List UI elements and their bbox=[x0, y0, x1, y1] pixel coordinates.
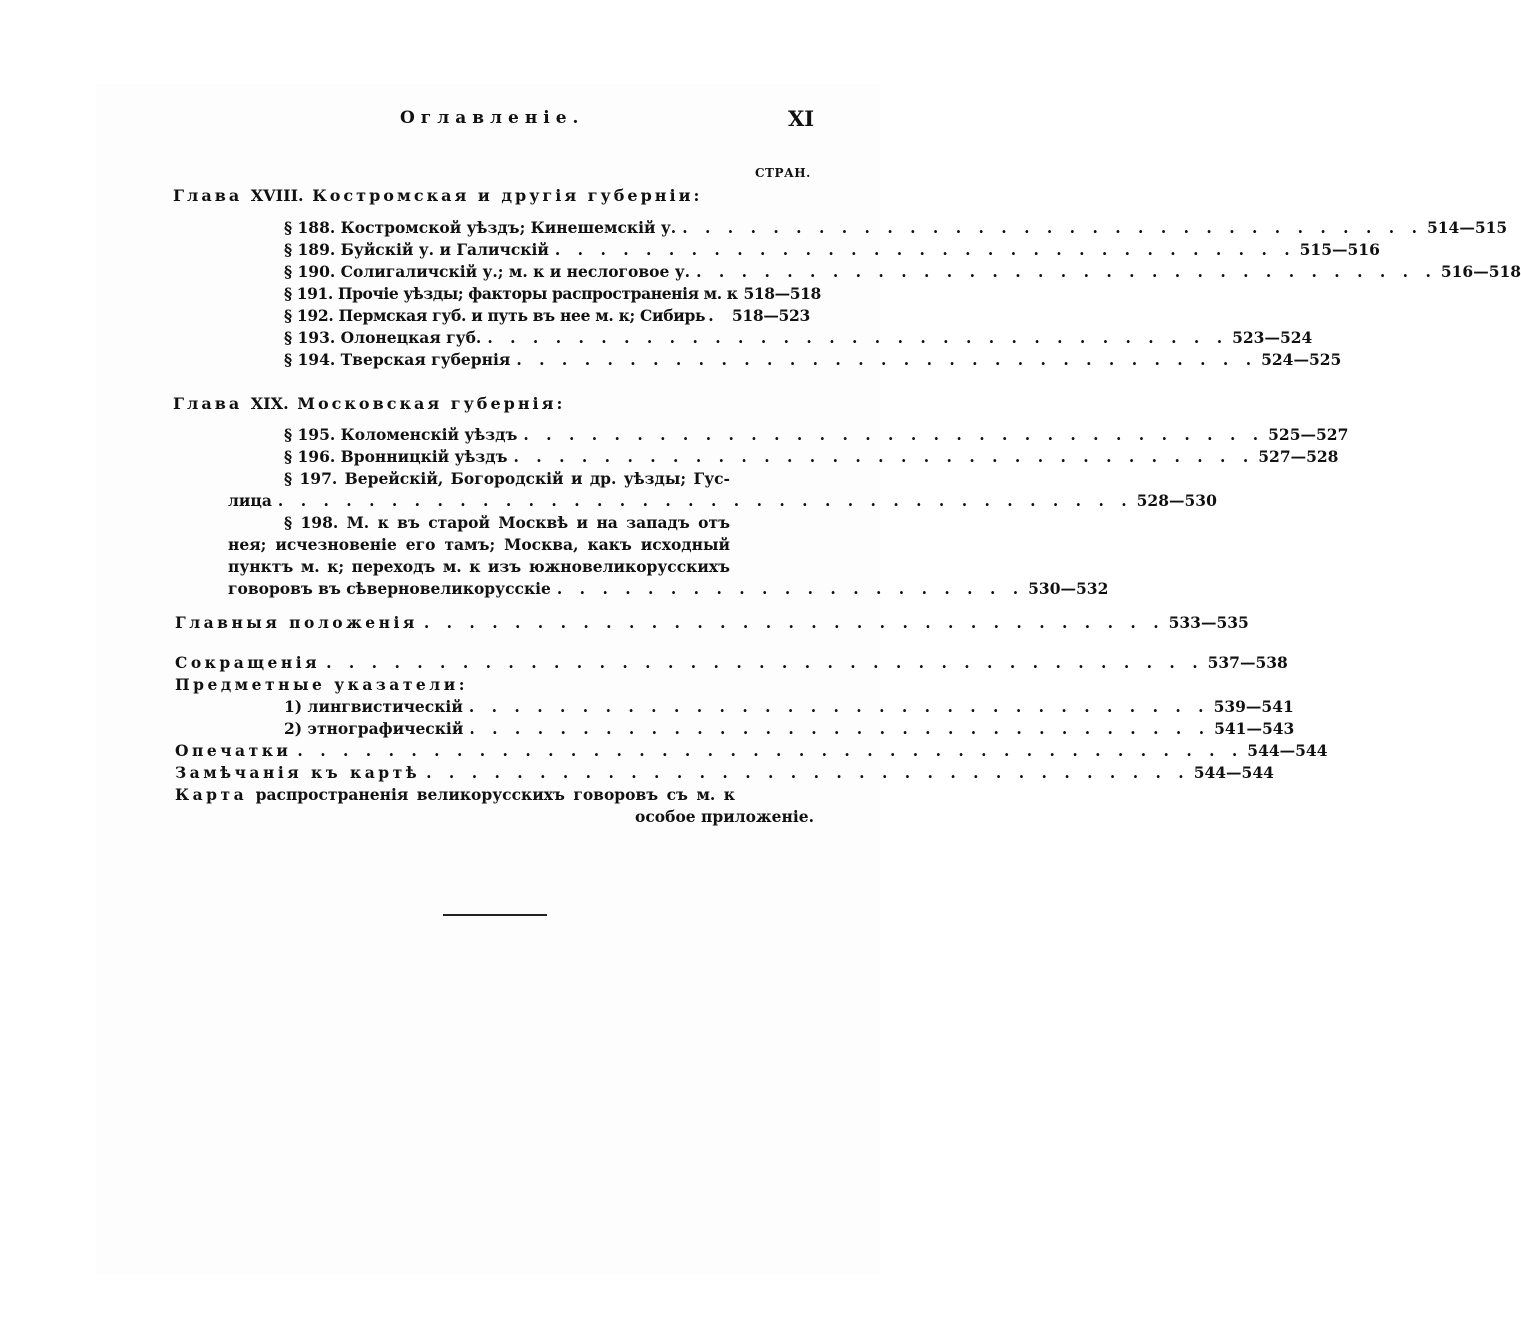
toc-entry[interactable] bbox=[284, 696, 1294, 718]
dot-leader: . . . . . . . . . . . . . . . . . . . . . . . . . . . . . . . . . bbox=[469, 719, 1211, 738]
toc-entry-pages: 518—518 bbox=[743, 284, 821, 303]
toc-map-notes[interactable] bbox=[175, 762, 1274, 784]
toc-entry-label: лица bbox=[228, 491, 272, 510]
toc-entry-label: Главныя положенiя bbox=[175, 613, 418, 632]
chapter-18-title bbox=[173, 186, 702, 205]
toc-entry-198-line3: пунктъ м. к; переходъ м. к изъ южновеликорусскихъ bbox=[228, 557, 730, 576]
chapter-19-title bbox=[173, 394, 565, 413]
toc-abbreviations[interactable] bbox=[175, 652, 1288, 674]
chapter-19-name: Московская губернiя: bbox=[297, 394, 566, 413]
toc-entry-label: 2) этнографическiй bbox=[284, 719, 464, 738]
toc-entry-198-line4[interactable] bbox=[228, 578, 1109, 600]
toc-entry-pages: 544—544 bbox=[1193, 763, 1274, 782]
toc-entry-label: § 190. Солигаличскiй у.; м. к и неслоговое у. bbox=[284, 262, 691, 281]
toc-map-line1[interactable] bbox=[175, 784, 735, 806]
dot-leader: . . . . . . . . . . . . . . . . . . . . . . . . . . . . . . . . . bbox=[513, 447, 1255, 466]
dot-leader: . . . . . . . . . . . . . . . . . . . . . . . . . . . . . . . . . bbox=[523, 425, 1265, 444]
toc-entry-label: § 193. Олонецкая губ. bbox=[284, 328, 482, 347]
toc-entry-label: § 188. Костромской уѣздъ; Кинешемскiй у. bbox=[284, 218, 677, 237]
dot-leader: . . . . . . . . . . . . . . . . . . . . . . . . . . . . . . . . . bbox=[682, 218, 1423, 237]
toc-entry-label: § 191. Прочiе уѣзды; факторы распространенiя м. к bbox=[284, 284, 738, 303]
toc-map-title: распространенiя великорусскихъ говоровъ съ м. к bbox=[255, 785, 735, 804]
toc-entry-pages: 537—538 bbox=[1207, 653, 1288, 672]
toc-entry-pages: 528—530 bbox=[1136, 491, 1217, 510]
dot-leader: . . . . . . . . . . . . . . . . . . . . . . . . . . . . . . . . . bbox=[696, 262, 1437, 281]
toc-entry[interactable] bbox=[284, 217, 1508, 239]
toc-errata[interactable] bbox=[175, 740, 1328, 762]
toc-entry[interactable] bbox=[284, 349, 1342, 371]
toc-entry-label: § 196. Вронницкiй уѣздъ bbox=[284, 447, 508, 466]
toc-entry-pages: 527—528 bbox=[1258, 447, 1339, 466]
toc-entry-label: § 195. Коломенскiй уѣздъ bbox=[284, 425, 518, 444]
dot-leader: . . . . . . . . . . . . . . . . . . . . . . . . . . . . . . . . . . . . . . bbox=[277, 491, 1133, 510]
dot-leader: . . . . . . . . . . . . . . . . . . . . . . . . . . . . . . . . . bbox=[468, 697, 1210, 716]
chapter-18-name: Костромская и другiя губернiи: bbox=[312, 186, 703, 205]
toc-entry-pages: 514—515 bbox=[1426, 218, 1508, 237]
toc-entry[interactable] bbox=[284, 424, 1349, 446]
dot-leader: . . . . . . . . . . . . . . . . . . . . . . . . . . . . . . . . . . . . . . . bbox=[326, 653, 1204, 672]
toc-entry-198-line1[interactable]: § 198. М. к въ старой Москвѣ и на западъ отъ bbox=[284, 513, 730, 532]
dot-leader: . . . . . . . . . . . . . . . . . . . . . . . . . . . . . . . . . . . . . . . . . . bbox=[297, 741, 1244, 760]
running-title: Оглавленiе. bbox=[400, 108, 585, 128]
toc-main-points[interactable] bbox=[175, 612, 1249, 634]
toc-map-prefix: Карта bbox=[175, 785, 248, 804]
toc-entry-label: § 194. Тверская губернiя bbox=[284, 350, 511, 369]
toc-entry[interactable] bbox=[284, 305, 810, 327]
toc-entry-pages: 524—525 bbox=[1261, 350, 1342, 369]
dot-leader: . . . . . . . . . . . . . . . . . . . . . . . . . . . . . . . . . bbox=[423, 613, 1165, 632]
toc-indexes-title: Предметные указатели: bbox=[175, 675, 468, 694]
toc-map-line2: особое приложенiе. bbox=[635, 807, 814, 826]
dot-leader: . bbox=[708, 306, 720, 325]
chapter-18-prefix: Глава bbox=[173, 186, 243, 205]
toc-entry[interactable] bbox=[284, 446, 1339, 468]
toc-entry-pages: 515—516 bbox=[1299, 240, 1380, 259]
toc-entry[interactable] bbox=[284, 261, 1521, 283]
chapter-19-prefix: Глава bbox=[173, 394, 243, 413]
pages-column-label: СТРАН. bbox=[755, 166, 811, 180]
toc-entry-pages: 518—523 bbox=[731, 306, 810, 325]
toc-entry-label: § 192. Пермская губ. и путь въ нее м. к; Сибирь bbox=[284, 306, 706, 325]
dot-leader: . . . . . . . . . . . . . . . . . . . . . . . . . . . . . . . . . bbox=[516, 350, 1258, 369]
toc-entry-pages: 533—535 bbox=[1168, 613, 1249, 632]
toc-entry[interactable] bbox=[284, 239, 1380, 261]
chapter-19-number: XIX. bbox=[250, 394, 289, 413]
toc-entry-198-line2: нея; исчезновенiе его тамъ; Москва, какъ исходный bbox=[228, 535, 730, 554]
page-number: XI bbox=[788, 106, 815, 131]
toc-entry-label: Сокращенiя bbox=[175, 653, 321, 672]
dot-leader: . . . . . . . . . . . . . . . . . . . . . . . . . . . . . . . . . . bbox=[426, 763, 1190, 782]
toc-entry-197-line2[interactable] bbox=[228, 490, 1217, 512]
dot-leader: . . . . . . . . . . . . . . . . . . . . . . . . . . . . . . . . . bbox=[554, 240, 1296, 259]
toc-entry[interactable] bbox=[284, 718, 1295, 740]
closing-rule bbox=[443, 914, 547, 916]
toc-entry-pages: 541—543 bbox=[1214, 719, 1295, 738]
chapter-18-number: XVIII. bbox=[250, 186, 304, 205]
dot-leader: . . . . . . . . . . . . . . . . . . . . . bbox=[556, 579, 1025, 598]
toc-entry-label: § 189. Буйскiй у. и Галичскiй bbox=[284, 240, 549, 259]
toc-entry-pages: 516—518 bbox=[1440, 262, 1521, 281]
toc-entry-pages: 539—541 bbox=[1213, 697, 1294, 716]
toc-entry-pages: 523—524 bbox=[1232, 328, 1313, 347]
dot-leader: . . . . . . . . . . . . . . . . . . . . . . . . . . . . . . . . . bbox=[487, 328, 1229, 347]
toc-entry[interactable] bbox=[284, 327, 1313, 349]
toc-entry-label: Опечатки bbox=[175, 741, 292, 760]
toc-entry-label: Замѣчанiя къ картѣ bbox=[175, 763, 421, 782]
toc-entry[interactable] bbox=[284, 283, 821, 305]
toc-entry-pages: 530—532 bbox=[1028, 579, 1109, 598]
toc-entry-pages: 544—544 bbox=[1247, 741, 1328, 760]
toc-entry-label: 1) лингвистическiй bbox=[284, 697, 463, 716]
toc-entry-label: говоровъ въ сѣверновеликорусскiе bbox=[228, 579, 551, 598]
toc-entry-197-line1[interactable]: § 197. Верейскiй, Богородскiй и др. уѣзды; Гус- bbox=[284, 469, 730, 488]
toc-entry-pages: 525—527 bbox=[1268, 425, 1349, 444]
